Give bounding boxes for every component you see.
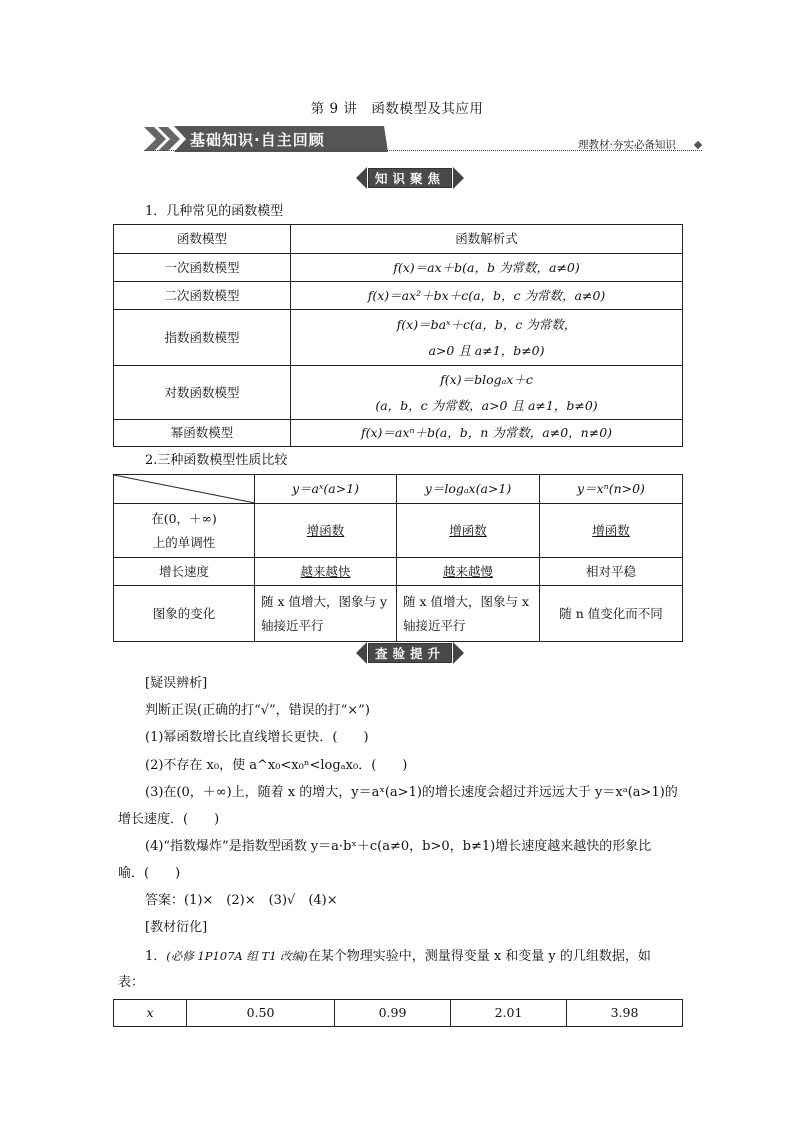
table1-model-cell: 指数函数模型 [114,310,291,366]
table1-model-cell: 二次函数模型 [114,282,291,310]
question-3-continued: 增长速度．( ) [118,812,220,827]
banner-subtitle: 理教材·夯实必备知识 [578,139,676,151]
x-value-cell: 2.01 [451,1000,567,1027]
diagonal-header-cell [114,475,255,504]
table1-expression-cell: f(x)＝ax＋b(a，b 为常数，a≠0) [291,254,683,282]
table2-header: y＝aˣ(a>1) [255,475,397,504]
diamond-icon [694,141,702,149]
cell-line: 轴接近平行 [261,617,324,633]
table1-expression-cell: f(x)＝axⁿ＋b(a，b，n 为常数，a≠0，n≠0) [291,420,683,447]
row-label-line: 上的单调性 [152,534,216,550]
page-title: 第 9 讲 函数模型及其应用 [310,101,484,117]
table-row [114,310,683,366]
model-comparison-table [113,474,683,642]
table1-expression-cell: f(x)＝ax²＋bx＋c(a，b，c 为常数，a≠0) [291,282,683,310]
table1-model-cell: 对数函数模型 [114,366,291,420]
expression-line: a>0 且 a≠1，b≠0) [428,342,545,358]
answer-cell: 越来越快 [300,563,351,579]
section-tag-check: 查验提升 [354,642,466,664]
cell-line: 随 x 值增大，图象与 x [403,593,530,609]
review-tag: [疑误辨析] [145,676,208,691]
answer-cell: 越来越慢 [442,563,493,579]
table-row [114,504,683,558]
answer-cell: 增函数 [449,522,487,538]
table1-expression-cell [291,366,683,420]
table-row [114,254,683,282]
x-value-cell: 3.98 [567,1000,683,1027]
table2-header: y＝xⁿ(n>0) [540,475,683,504]
x-label-cell: x [114,1000,187,1027]
problem-source: (必修 1P107A 组 T1 改编) [166,949,308,963]
question-4-continued: 喻．( ) [118,866,181,881]
question-2: (2)不存在 x₀，使 a^x₀<x₀ⁿ<logₐx₀．( ) [145,758,408,773]
table-row [114,586,683,642]
table-row [114,420,683,447]
question-3: (3)在(0，＋∞)上，随着 x 的增大，y＝aˣ(a>1)的增长速度会超过并远远大于 y＝xᵃ(a>1)的 [145,785,678,800]
answer-cell: 增函数 [592,522,630,538]
table1-model-cell: 幂函数模型 [114,420,291,447]
review-prompt: 判断正误(正确的打“√”，错误的打“×”) [145,703,370,718]
graph-change-cell [397,586,540,642]
cell-line: 轴接近平行 [403,617,466,633]
answer-cell: 相对平稳 [585,563,636,579]
table-row [114,366,683,420]
table-row [114,558,683,586]
x-value-cell: 0.99 [335,1000,451,1027]
answer-cell: 增函数 [306,522,345,538]
problem-1 [145,946,715,967]
table-row [114,1000,683,1027]
row-label-graph: 图象的变化 [114,586,255,642]
experiment-data-table [113,999,683,1027]
table1-model-cell: 一次函数模型 [114,254,291,282]
expression-line: f(x)＝baˣ＋c(a，b，c 为常数， [396,316,577,332]
question-4: (4)“指数爆炸”是指数型函数 y＝a·bˣ＋c(a≠0，b>0，b≠1)增长速度越来越快的形象比 [145,839,652,854]
problem-number: 1． [145,949,167,964]
problem-1-continued: 表： [118,975,145,990]
section-tag-knowledge: 知识聚焦 [354,167,466,189]
table1-expression-cell [291,310,683,366]
table1-header-expression: 函数解析式 [291,225,683,254]
graph-change-cell [255,586,397,642]
diagonal-line [114,475,255,503]
cell-line: 随 x 值增大，图象与 y [261,593,388,609]
table1-header-model: 函数模型 [114,225,291,254]
table2-header: y＝logₐx(a>1) [397,475,540,504]
question-1: (1)幂函数增长比直线增长更快．( ) [145,730,369,745]
problem-text: 在某个物理实验中，测量得变量 x 和变量 y 的几组数据，如 [307,949,651,964]
expression-line: (a，b，c 为常数，a>0 且 a≠1，b≠0) [375,397,598,413]
answer-line: 答案：(1)× (2)× (3)√ (4)× [145,893,338,908]
textbook-tag: [教材衍化] [145,920,208,935]
graph-change-cell: 随 n 值变化而不同 [540,586,683,642]
table1-heading: 1．几种常见的函数模型 [145,204,284,219]
row-label-line: 在(0，＋∞) [151,510,217,526]
x-value-cell: 0.50 [187,1000,335,1027]
expression-line: f(x)＝blogₐx＋c [440,371,533,387]
table-row [114,282,683,310]
table2-heading: 2.三种函数模型性质比较 [145,453,288,468]
row-label-growth: 增长速度 [114,558,255,586]
function-models-table [113,224,683,447]
row-label-monotonicity [114,504,255,558]
banner-title: 基础知识·自主回顾 [190,131,325,149]
